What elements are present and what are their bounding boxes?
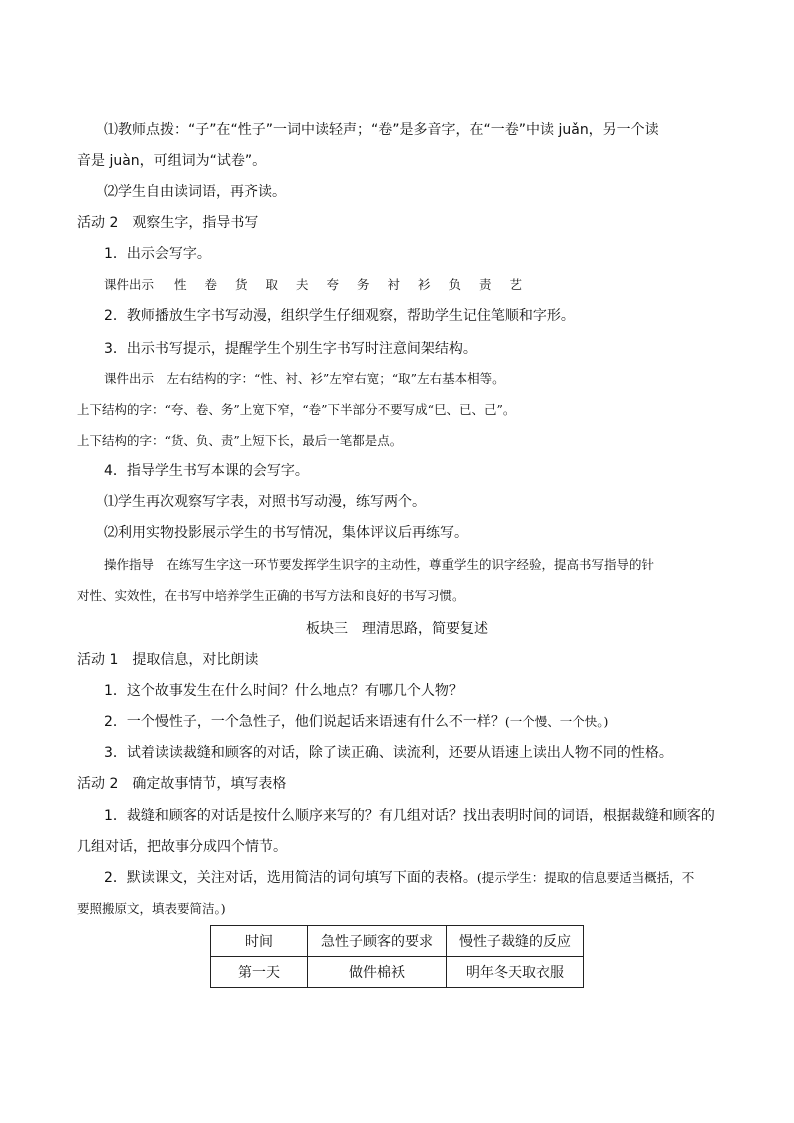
hint-note: (提示学生：提取的信息要适当概括，不 <box>476 870 695 885</box>
paragraph-line: ⑵学生自由读词语，再齐读。 <box>104 184 286 200</box>
paragraph-line: 音是 juàn，可组词为“试卷”。 <box>77 153 267 169</box>
courseware-note: 课件出示 左右结构的字：“性、衬、衫”左窄右宽；“取”左右基本相等。 <box>104 371 505 386</box>
table-cell: 做件棉袄 <box>308 957 447 988</box>
char-item: 货 <box>235 277 248 292</box>
step-line: 2．教师播放生字书写动漫，组织学生仔细观察，帮助学生记住笔顺和字形。 <box>104 308 575 324</box>
table-header-row <box>211 926 584 957</box>
courseware-chars <box>104 275 536 295</box>
courseware-note: 上下结构的字：“货、负、责”上短下长，最后一笔都是点。 <box>77 433 403 448</box>
paragraph-line: ⑴教师点拨：“子”在“性子”一词中读轻声；“卷”是多音字，在“一卷”中读 juǎn，另一个读 <box>104 122 659 138</box>
table-row <box>211 957 584 988</box>
char-item: 夸 <box>326 277 340 292</box>
question-line <box>104 712 608 732</box>
char-item: 取 <box>265 277 279 292</box>
table-header-cell: 急性子顾客的要求 <box>308 926 447 957</box>
table-cell: 第一天 <box>211 957 308 988</box>
activity-heading: 活动 1 提取信息，对比朗读 <box>77 652 259 668</box>
char-item: 性 <box>174 277 187 292</box>
table-header-cell: 时间 <box>211 926 308 957</box>
char-item: 责 <box>479 277 492 292</box>
char-item: 衬 <box>387 277 401 292</box>
activity-heading: 活动 2 观察生字，指导书写 <box>77 215 259 231</box>
question-text: 2．一个慢性子，一个急性子，他们说起话来语速有什么不一样？ <box>104 714 505 730</box>
activity-heading: 活动 2 确定故事情节，填写表格 <box>77 776 287 792</box>
section-title: 板块三 理清思路，简要复述 <box>306 621 488 637</box>
question-line: 1．这个故事发生在什么时间？什么地点？有哪几个人物？ <box>104 683 463 699</box>
question-line: 几组对话，把故事分成四个情节。 <box>77 839 287 855</box>
table-cell: 明年冬天取衣服 <box>447 957 584 988</box>
table-header-cell: 慢性子裁缝的反应 <box>447 926 584 957</box>
hint-note: 要照搬原文，填表要简洁。) <box>77 901 226 916</box>
step-line: 3．出示书写提示，提醒学生个别生字书写时注意间架结构。 <box>104 341 477 357</box>
char-item: 卷 <box>204 277 218 292</box>
char-item: 衫 <box>418 277 431 292</box>
char-item: 艺 <box>509 277 523 292</box>
answer-note: (一个慢、一个快。) <box>504 714 609 729</box>
step-line: 1．出示会写字。 <box>104 246 211 262</box>
operation-guide: 操作指导 在练写生字这一环节要发挥学生识字的主动性，尊重学生的识字经验，提高书写指导的针 <box>104 557 655 572</box>
char-item: 负 <box>448 277 462 292</box>
char-item: 夫 <box>296 277 309 292</box>
step-line: ⑴学生再次观察写字表，对照书写动漫，练写两个。 <box>104 494 426 510</box>
question-line: 3．试着读读裁缝和顾客的对话，除了读正确、读流利，还要从语速上读出人物不同的性格。 <box>104 745 673 761</box>
char-item: 务 <box>357 277 370 292</box>
courseware-note: 上下结构的字：“夸、卷、务”上宽下窄，“卷”下半部分不要写成“巳、已、己”。 <box>77 402 516 417</box>
plot-table <box>210 925 584 988</box>
question-text: 2．默读课文，关注对话，选用简洁的词句填写下面的表格。 <box>104 870 477 886</box>
step-line: 4．指导学生书写本课的会写字。 <box>104 463 309 479</box>
courseware-label: 课件出示 <box>104 277 155 292</box>
step-line: ⑵利用实物投影展示学生的书写情况，集体评议后再练写。 <box>104 525 468 541</box>
question-line <box>104 868 694 888</box>
operation-guide: 对性、实效性，在书写中培养学生正确的书写方法和良好的书写习惯。 <box>77 588 465 603</box>
question-line: 1．裁缝和顾客的对话是按什么顺序来写的？有几组对话？找出表明时间的词语，根据裁缝和顾客的 <box>104 808 715 824</box>
